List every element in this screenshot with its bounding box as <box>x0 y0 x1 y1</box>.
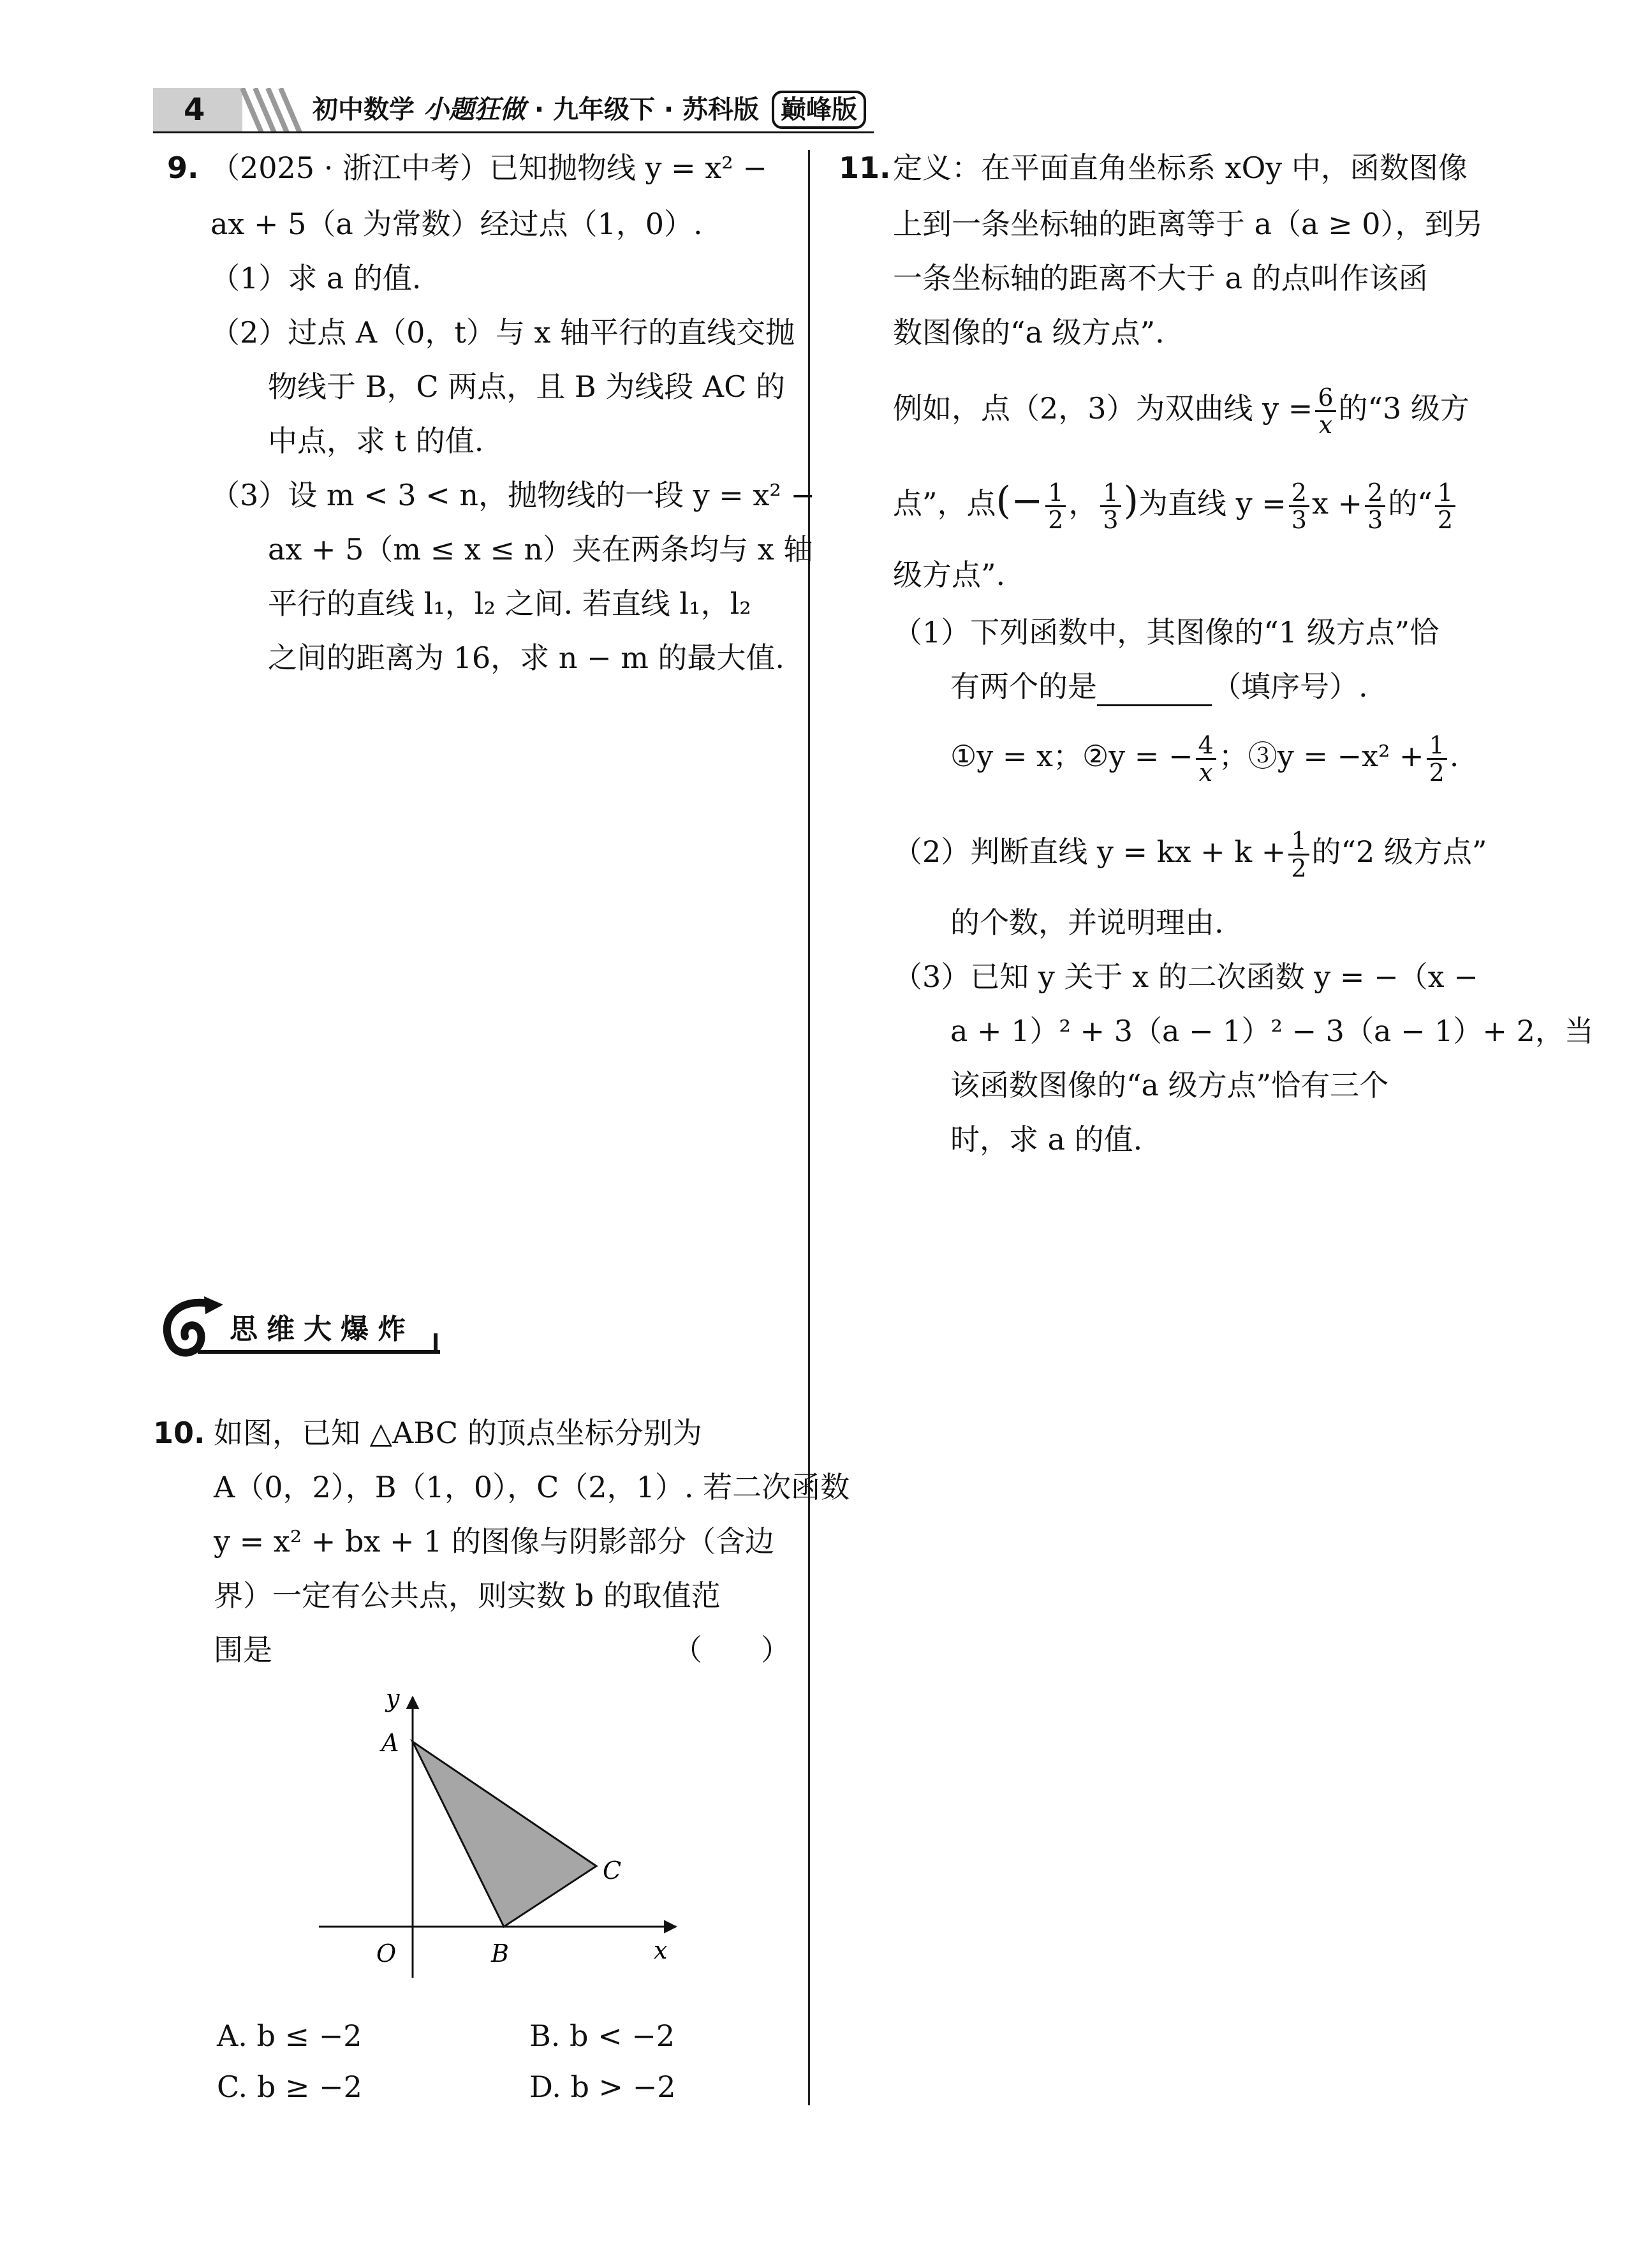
q10-line: 界）一定有公共点，则实数 b 的取值范 <box>214 1578 721 1613</box>
banner-swirl-icon <box>153 1289 230 1365</box>
q11-part-3: （3）已知 y 关于 x 的二次函数 y = −（x − <box>893 960 1478 994</box>
y-axis-label: y <box>386 1684 400 1712</box>
answer-blank[interactable] <box>1097 676 1212 706</box>
q9-line: 中点，求 t 的值. <box>268 424 484 458</box>
q11-def-line: 数图像的“a 级方点”. <box>893 315 1165 350</box>
q10-line: A（0，2），B（1，0），C（2，1）. 若二次函数 <box>214 1470 850 1504</box>
q11-part-1-options: ①y = x；②y = − $\frac{4}{x}$ ；③y = −x² + $\frac{1}{2}$ . <box>950 730 1459 787</box>
option-d[interactable]: D. b > −2 <box>529 2070 676 2104</box>
header-series: 初中数学 <box>313 95 415 124</box>
q9-line: 平行的直线 l₁，l₂ 之间. 若直线 l₁，l₂ <box>268 586 751 621</box>
q10-line: 围是 <box>214 1633 272 1667</box>
q9-line: ax + 5（a 为常数）经过点（1，0）. <box>210 207 703 241</box>
q9-line: （2）过点 A（0，t）与 x 轴平行的直线交抛 <box>210 315 795 350</box>
option-c[interactable]: C. b ≥ −2 <box>217 2070 362 2104</box>
q11-part-3: 时，求 a 的值. <box>950 1122 1143 1157</box>
q9-line: 物线于 B，C 两点，且 B 为线段 AC 的 <box>268 369 785 404</box>
x-axis-label: x <box>654 1936 668 1964</box>
option-b[interactable]: B. b < −2 <box>529 2019 675 2053</box>
header-grade: · 九年级下 · 苏科版 <box>534 95 760 124</box>
header-bar <box>153 88 874 133</box>
q11-def-line: 定义：在平面直角坐标系 xOy 中，函数图像 <box>893 151 1468 185</box>
q10-line: 如图，已知 △ABC 的顶点坐标分别为 <box>214 1416 702 1450</box>
triangle-figure <box>306 1671 689 1990</box>
origin-label: O <box>376 1939 397 1968</box>
shaded-triangle <box>413 1742 596 1927</box>
banner-title: 思维大爆炸 <box>230 1313 415 1345</box>
section-banner <box>153 1289 446 1365</box>
q11-def-line: 上到一条坐标轴的距离等于 a（a ≥ 0），到另 <box>893 207 1483 241</box>
header-title <box>313 91 866 129</box>
q11-part-1-line-2: 有两个的是 （填序号）. <box>950 667 1368 706</box>
q11-part-2-line-2: 的个数，并说明理由. <box>950 905 1224 940</box>
q11-number: 11. <box>839 151 891 185</box>
option-a[interactable]: A. b ≤ −2 <box>217 2019 362 2053</box>
q11-example-line-2: 点”，点(− $\frac{1}{2}$ ， $\frac{1}{3}$ )为直线 y = $\frac{2}{3}$ x + $\frac{2}{3}$ 的“ $\frac{1}{2}$ <box>893 469 1458 535</box>
banner-rule <box>198 1350 440 1354</box>
header-brand: 小题狂做 <box>423 95 526 124</box>
q9-line: （3）设 m < 3 < n，抛物线的一段 y = x² − <box>210 478 815 512</box>
page-number: 4 <box>184 92 205 128</box>
vertex-c-label: C <box>603 1857 622 1885</box>
q11-part-1: （1）下列函数中，其图像的“1 级方点”恰 <box>893 615 1439 649</box>
q10-line: y = x² + bx + 1 的图像与阴影部分（含边 <box>214 1524 775 1559</box>
header-underline <box>153 131 874 133</box>
vertex-a-label: A <box>381 1729 399 1757</box>
q11-example-line-1: 例如，点（2，3）为双曲线 y = $\frac{6}{x}$ 的“3 级方 <box>893 383 1469 439</box>
q9-number: 9. <box>167 151 199 185</box>
q11-part-3: 该函数图像的“a 级方点”恰有三个 <box>950 1068 1389 1102</box>
header-stripes-icon <box>236 88 313 133</box>
q11-example-line-3: 级方点”. <box>893 558 1006 592</box>
q11-def-line: 一条坐标轴的距离不大于 a 的点叫作该函 <box>893 261 1428 295</box>
q9-line: （2025 · 浙江中考）已知抛物线 y = x² − <box>210 151 767 185</box>
column-divider <box>808 150 810 2105</box>
q11-part-2: （2）判断直线 y = kx + k + $\frac{1}{2}$ 的“2 级方点” <box>893 826 1487 882</box>
vertex-b-label: B <box>491 1939 509 1968</box>
q11-part-3: a + 1）² + 3（a − 1）² − 3（a − 1）+ 2，当 <box>950 1014 1594 1048</box>
edition-badge: 巅峰版 <box>772 91 866 129</box>
answer-bracket: （ ） <box>673 1633 790 1667</box>
q9-line: （1）求 a 的值. <box>210 261 422 295</box>
q10-number: 10. <box>153 1416 205 1450</box>
banner-rule-end <box>434 1333 438 1354</box>
q9-line: 之间的距离为 16，求 n − m 的最大值. <box>268 641 785 675</box>
fraction-6-over-x: $\frac{6}{x}$ <box>1315 385 1336 438</box>
q9-line: ax + 5（m ≤ x ≤ n）夹在两条均与 x 轴 <box>268 532 813 567</box>
